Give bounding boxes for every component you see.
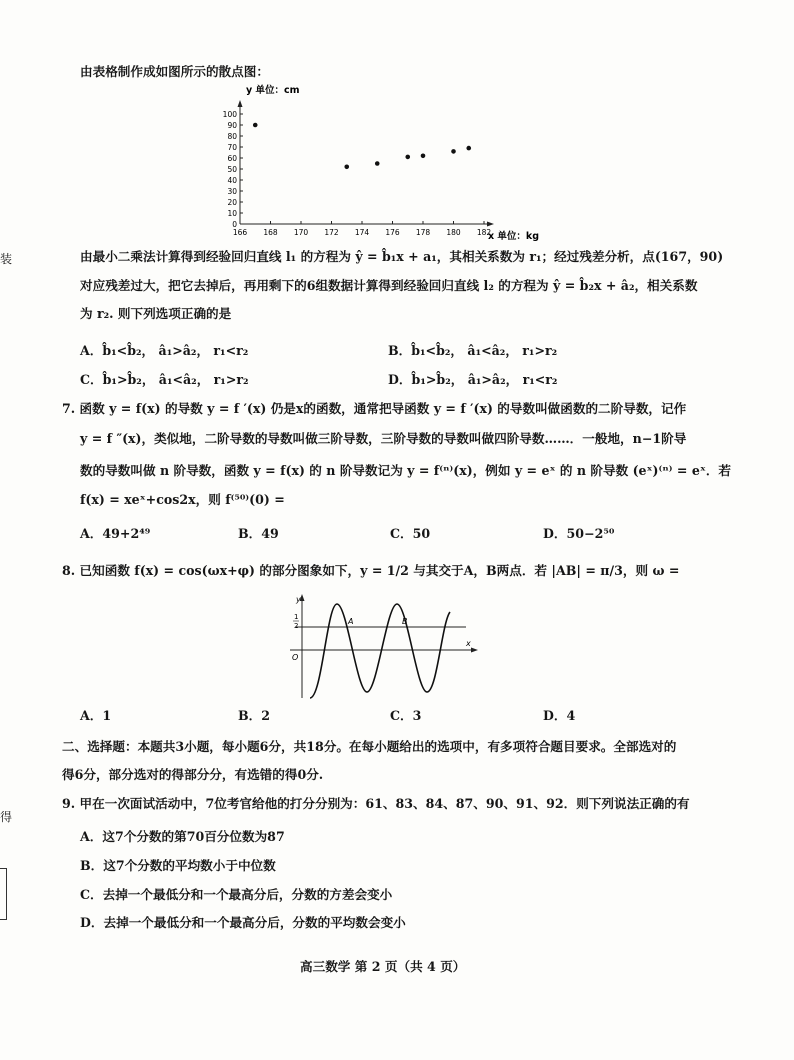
scatter-ytick-label: 60 bbox=[227, 154, 237, 163]
q7-option-c[interactable]: C．50 bbox=[390, 526, 431, 541]
scatter-point bbox=[451, 149, 456, 154]
scatter-xtick-label: 172 bbox=[324, 228, 339, 237]
q8-point-a: A bbox=[348, 617, 354, 626]
q8-stem: 8. 已知函数 f(x) = cos(ωx+φ) 的部分图象如下，y = 1/2 与其交于A，B两点．若 |AB| = π/3，则 ω = bbox=[62, 563, 680, 578]
q8-y-label: y bbox=[296, 595, 301, 604]
q7-line2: y = f ″(x)，类似地，二阶导数的导数叫做三阶导数，三阶导数的导数叫做四阶导数……．一般地，n−1阶导 bbox=[80, 431, 687, 446]
q7-line3: 数的导数叫做 n 阶导数，函数 y = f(x) 的 n 阶导数记为 y = f⁽ⁿ⁾(x)，例如 y = eˣ 的 n 阶导数 (eˣ)⁽ⁿ⁾ = eˣ．若 bbox=[80, 463, 732, 478]
section2-line1: 二、选择题：本题共3小题，每小题6分，共18分。在每小题给出的选项中，有多项符合题目要求。全部选对的 bbox=[62, 739, 677, 754]
q8-cosine-graph bbox=[282, 592, 482, 702]
q7-line4: f(x) = xeˣ+cos2x，则 f⁽⁵⁰⁾(0) = bbox=[80, 492, 285, 507]
scatter-xtick-label: 176 bbox=[385, 228, 400, 237]
q8-half-num: 1 bbox=[294, 613, 299, 621]
scatter-ytick-label: 20 bbox=[227, 198, 237, 207]
q8-x-label: x bbox=[466, 639, 471, 648]
q6-line1: 由最小二乘法计算得到经验回归直线 l₁ 的方程为 ŷ = b̂₁x + a₁，其相关系数为 r₁；经过残差分析，点(167，90) bbox=[80, 249, 724, 264]
q7-option-d[interactable]: D．50−2⁵⁰ bbox=[543, 526, 615, 541]
scatter-x-arrow bbox=[487, 222, 494, 227]
q8-point-b: B bbox=[402, 617, 408, 626]
q6-option-a[interactable]: A．b̂₁<b̂₂， â₁>â₂， r₁<r₂ bbox=[80, 343, 249, 358]
scatter-ylabel: y 单位：cm bbox=[246, 85, 300, 96]
scatter-xtick-label: 180 bbox=[446, 228, 461, 237]
scatter-ytick-label: 0 bbox=[232, 220, 237, 229]
q8-option-b[interactable]: B．2 bbox=[238, 708, 271, 723]
q9-option-b[interactable]: B．这7个分数的平均数小于中位数 bbox=[80, 858, 276, 873]
scatter-point bbox=[405, 155, 410, 160]
scatter-y-arrow bbox=[238, 100, 243, 107]
q6-line2: 对应残差过大，把它去掉后，再用剩下的6组数据计算得到经验回归直线 l₂ 的方程为 ŷ = b̂₂x + â₂，相关系数 bbox=[80, 278, 698, 293]
q9-option-d[interactable]: D．去掉一个最低分和一个最高分后，分数的平均数会变小 bbox=[80, 915, 406, 930]
scatter-xtick-label: 178 bbox=[415, 228, 431, 237]
scatter-ytick-label: 40 bbox=[227, 176, 237, 185]
q8-half-den: 2 bbox=[294, 622, 299, 630]
scatter-intro: 由表格制作成如图所示的散点图： bbox=[80, 64, 269, 79]
q7-option-b[interactable]: B．49 bbox=[238, 526, 279, 541]
scatter-xlabel: x 单位：kg bbox=[488, 231, 540, 242]
scatter-ytick-label: 80 bbox=[227, 132, 237, 141]
page-footer: 高三数学 第 2 页（共 4 页） bbox=[300, 959, 466, 974]
scatter-point bbox=[466, 146, 471, 151]
q9-option-c[interactable]: C．去掉一个最低分和一个最高分后，分数的方差会变小 bbox=[80, 887, 393, 902]
q8-option-d[interactable]: D．4 bbox=[543, 708, 576, 723]
scatter-ytick-label: 90 bbox=[227, 121, 237, 130]
scatter-point bbox=[375, 161, 380, 166]
q7-line1: 7. 函数 y = f(x) 的导数 y = f ′(x) 仍是x的函数，通常把导函数 y = f ′(x) 的导数叫做函数的二阶导数，记作 bbox=[62, 401, 687, 416]
scatter-xtick-label: 182 bbox=[476, 228, 492, 237]
scatter-xtick-label: 174 bbox=[354, 228, 370, 237]
scatter-point bbox=[253, 123, 258, 128]
q8-option-c[interactable]: C．3 bbox=[390, 708, 422, 723]
scatter-ytick-label: 30 bbox=[227, 187, 237, 196]
scatter-chart bbox=[220, 82, 550, 242]
q8-origin-label: O bbox=[292, 653, 299, 662]
scatter-point bbox=[421, 154, 426, 159]
margin-mark-top: 装 bbox=[0, 252, 13, 266]
q8-x-arrow bbox=[471, 648, 478, 653]
q6-option-d[interactable]: D．b̂₁>b̂₂， â₁>â₂， r₁<r₂ bbox=[388, 372, 558, 387]
section2-line2: 得6分，部分选对的得部分分，有选错的得0分. bbox=[62, 767, 324, 782]
margin-mark-bottom: 得 bbox=[0, 810, 13, 824]
q9-option-a[interactable]: A．这7个分数的第70百分位数为87 bbox=[80, 829, 285, 844]
margin-bracket bbox=[0, 868, 7, 920]
scatter-xtick-label: 166 bbox=[232, 228, 248, 237]
q8-option-a[interactable]: A．1 bbox=[80, 708, 112, 723]
q6-line3: 为 r₂. 则下列选项正确的是 bbox=[80, 306, 232, 321]
scatter-xtick-label: 170 bbox=[293, 228, 309, 237]
scatter-xtick-label: 168 bbox=[263, 228, 278, 237]
scatter-ytick-label: 50 bbox=[227, 165, 237, 174]
q7-option-a[interactable]: A．49+2⁴⁹ bbox=[80, 526, 151, 541]
scatter-ytick-label: 100 bbox=[222, 110, 237, 119]
scatter-ytick-label: 10 bbox=[227, 209, 237, 218]
q9-stem: 9. 甲在一次面试活动中，7位考官给他的打分分别为：61、83、84、87、90、91、92．则下列说法正确的有 bbox=[62, 796, 690, 811]
scatter-point bbox=[344, 165, 349, 170]
scatter-ytick-label: 70 bbox=[227, 143, 237, 152]
q6-option-b[interactable]: B．b̂₁<b̂₂， â₁<â₂， r₁>r₂ bbox=[388, 343, 558, 358]
q6-option-c[interactable]: C．b̂₁>b̂₂， â₁<â₂， r₁>r₂ bbox=[80, 372, 249, 387]
q8-curve bbox=[310, 604, 450, 698]
